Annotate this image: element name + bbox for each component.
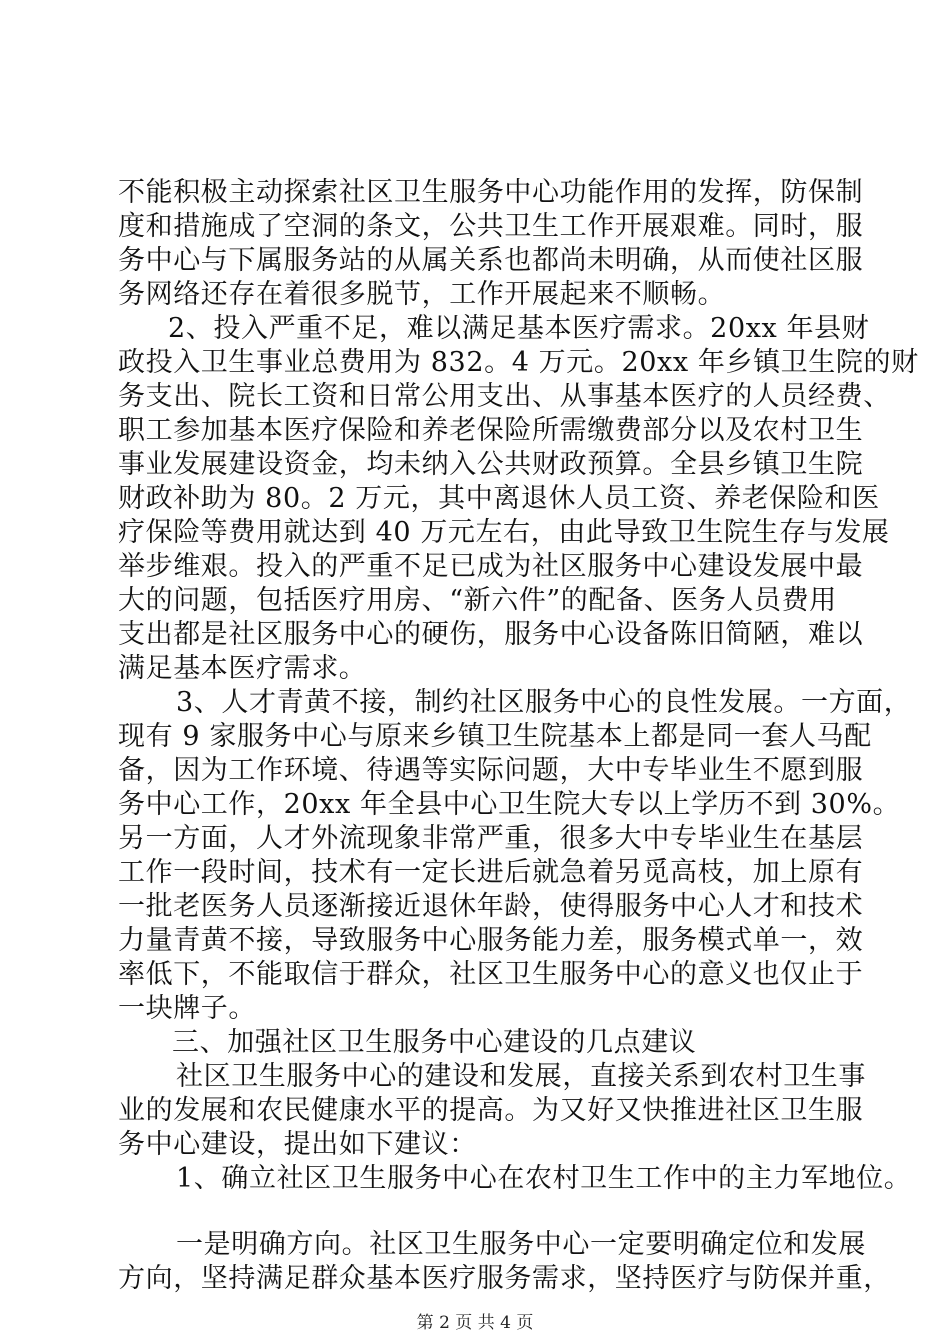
body-text-line: 一块牌子。 (118, 993, 256, 1024)
body-text-line: 方向，坚持满足群众基本医疗服务需求，坚持医疗与防保并重， (118, 1263, 891, 1294)
body-text-line: 疗保险等费用就达到 40 万元左右，由此导致卫生院生存与发展 (118, 517, 890, 548)
body-text-line: 另一方面，人才外流现象非常严重，很多大中专毕业生在基层 (118, 823, 864, 854)
body-text-line: 一批老医务人员逐渐接近退休年龄，使得服务中心人才和技术 (118, 891, 864, 922)
body-text-line: 举步维艰。投入的严重不足已成为社区服务中心建设发展中最 (118, 551, 864, 582)
body-text-line: 3、人才青黄不接，制约社区服务中心的良性发展。一方面， (176, 687, 912, 718)
body-text-line: 不能积极主动探索社区卫生服务中心功能作用的发挥，防保制 (118, 177, 864, 208)
section-heading: 三、加强社区卫生服务中心建设的几点建议 (172, 1027, 697, 1058)
body-text-line: 度和措施成了空洞的条文，公共卫生工作开展艰难。同时，服 (118, 211, 864, 242)
body-text-line: 工作一段时间，技术有一定长进后就急着另觅高枝，加上原有 (118, 857, 864, 888)
body-text-line: 社区卫生服务中心的建设和发展，直接关系到农村卫生事 (176, 1061, 866, 1092)
body-text-line: 务中心建设，提出如下建议： (118, 1129, 477, 1160)
body-text-line: 一是明确方向。社区卫生服务中心一定要明确定位和发展 (176, 1229, 866, 1260)
body-text-line: 备，因为工作环境、待遇等实际问题，大中专毕业生不愿到服 (118, 755, 864, 786)
body-text-line: 满足基本医疗需求。 (118, 653, 367, 684)
body-text-line: 政投入卫生事业总费用为 832。4 万元。20xx 年乡镇卫生院的财 (118, 347, 919, 378)
body-text-line: 大的问题，包括医疗用房、“新六件”的配备、医务人员费用 (118, 585, 837, 616)
body-text-line: 务中心与下属服务站的从属关系也都尚未明确，从而使社区服 (118, 245, 864, 276)
body-text-line: 业的发展和农民健康水平的提高。为又好又快推进社区卫生服 (118, 1095, 864, 1126)
body-text-line: 率低下，不能取信于群众，社区卫生服务中心的意义也仅止于 (118, 959, 864, 990)
body-text-line: 力量青黄不接，导致服务中心服务能力差，服务模式单一，效 (118, 925, 864, 956)
page-number-footer: 第 2 页 共 4 页 (416, 1313, 534, 1333)
body-text-line: 职工参加基本医疗保险和养老保险所需缴费部分以及农村卫生 (118, 415, 864, 446)
body-text-line: 支出都是社区服务中心的硬伤，服务中心设备陈旧简陋，难以 (118, 619, 864, 650)
subsection-heading: 1、确立社区卫生服务中心在农村卫生工作中的主力军地位。 (176, 1163, 912, 1194)
body-text-line: 现有 9 家服务中心与原来乡镇卫生院基本上都是同一套人马配 (118, 721, 872, 752)
body-text-line: 2、投入严重不足，难以满足基本医疗需求。20xx 年县财 (168, 313, 870, 344)
body-text-line: 务中心工作，20xx 年全县中心卫生院大专以上学历不到 30%。 (118, 789, 901, 820)
body-text-line: 事业发展建设资金，均未纳入公共财政预算。全县乡镇卫生院 (118, 449, 864, 480)
body-text-line: 财政补助为 80。2 万元，其中离退休人员工资、养老保险和医 (118, 483, 880, 514)
body-text-line: 务支出、院长工资和日常公用支出、从事基本医疗的人员经费、 (118, 381, 891, 412)
body-text-line: 务网络还存在着很多脱节，工作开展起来不顺畅。 (118, 279, 726, 310)
